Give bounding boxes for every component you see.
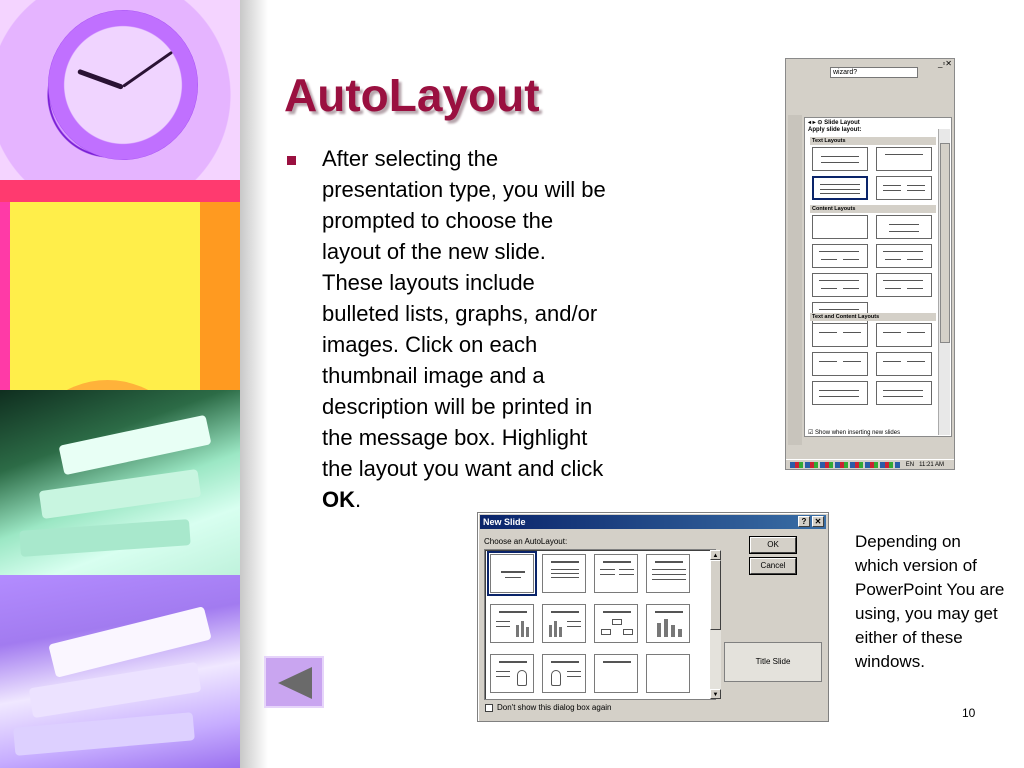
- new-slide-dialog: [477, 512, 829, 722]
- bulleted-list-thumbnail[interactable]: [542, 554, 586, 593]
- strip-shadow: [240, 0, 268, 768]
- text-layouts-grid: [812, 147, 934, 200]
- windows-taskbar: [786, 459, 954, 469]
- scrollbar-thumb[interactable]: [940, 143, 950, 343]
- ok-button[interactable]: OK: [750, 537, 796, 553]
- dont-show-again-label[interactable]: Don't show this dialog box again: [497, 703, 612, 712]
- title-slide-thumbnail[interactable]: [490, 554, 534, 593]
- task-pane-left-gutter: [788, 115, 802, 445]
- slide-layout-task-pane-screenshot: [785, 58, 955, 470]
- slide-title: AutoLayout: [284, 69, 540, 121]
- taskbar-clock: EN 11:21 AM: [905, 462, 944, 468]
- layout-thumb-selected[interactable]: [812, 176, 868, 200]
- layout-thumb[interactable]: [876, 381, 932, 405]
- window-controls-icon[interactable]: _▫✕: [938, 59, 952, 68]
- close-button[interactable]: ✕: [812, 516, 824, 527]
- task-pane-menubar: [786, 59, 954, 79]
- category-text-layouts: Text Layouts: [810, 137, 936, 145]
- category-text-and-content-layouts: Text and Content Layouts: [810, 313, 936, 321]
- layout-thumb[interactable]: [876, 215, 932, 239]
- purple-clock-photo: [0, 0, 240, 180]
- category-content-layouts: Content Layouts: [810, 205, 936, 213]
- layout-thumb[interactable]: [812, 147, 868, 171]
- table-thumbnail[interactable]: [646, 554, 690, 593]
- layout-thumb[interactable]: [812, 352, 868, 376]
- layout-thumb[interactable]: [876, 147, 932, 171]
- yellow-clock-photo: [0, 180, 240, 390]
- chart-and-text-thumbnail[interactable]: [542, 604, 586, 643]
- layout-description-box: Title Slide: [724, 642, 822, 682]
- task-pane-scrollbar[interactable]: [938, 129, 950, 435]
- scroll-up-arrow-icon[interactable]: ▲: [710, 550, 721, 560]
- tray-icons: [790, 462, 900, 468]
- bullet-square-icon: [287, 156, 296, 165]
- left-triangle-icon: [278, 667, 312, 699]
- purple-clock-face: [48, 10, 198, 160]
- dont-show-again-checkbox[interactable]: [485, 704, 493, 712]
- layout-thumb[interactable]: [876, 244, 932, 268]
- apply-layout-label: Apply slide layout:: [808, 127, 862, 133]
- dialog-titlebar: New Slide ? ✕: [480, 515, 826, 529]
- autolayout-thumbnails: [490, 554, 690, 693]
- title-only-thumbnail[interactable]: [594, 654, 638, 693]
- scrollbar-thumb[interactable]: [710, 560, 721, 630]
- two-column-text-thumbnail[interactable]: [594, 554, 638, 593]
- layout-thumb[interactable]: [876, 176, 932, 200]
- cancel-button[interactable]: Cancel: [750, 558, 796, 574]
- layout-thumb[interactable]: [876, 273, 932, 297]
- clip-art-and-text-thumbnail[interactable]: [542, 654, 586, 693]
- layout-thumb[interactable]: [812, 381, 868, 405]
- layout-thumb[interactable]: [812, 273, 868, 297]
- side-note-text: Depending on which version of PowerPoint You are using, you may get either of these windows.: [855, 532, 1005, 671]
- back-navigation-button[interactable]: [264, 656, 324, 708]
- organization-chart-thumbnail[interactable]: [594, 604, 638, 643]
- text-and-chart-thumbnail[interactable]: [490, 604, 534, 643]
- text-and-content-layouts-grid: [812, 323, 934, 405]
- ok-emphasis: OK: [322, 487, 355, 512]
- scroll-down-arrow-icon[interactable]: ▼: [710, 689, 721, 699]
- autolayout-list: [484, 549, 716, 700]
- help-question-box[interactable]: wizard?: [830, 67, 918, 78]
- layout-thumb[interactable]: [812, 244, 868, 268]
- slide-body-text: After selecting the presentation type, you will be prompted to choose the layout of the new slide. These layouts include bulleted lists, graphs, and/or images. Click on each thumbnail image and a description will be printed in the message box. Highlight the layout you want and click OK.: [322, 146, 606, 512]
- decorative-photo-strip: [0, 0, 240, 768]
- green-papers-photo: [0, 390, 240, 575]
- layout-thumb[interactable]: [812, 323, 868, 347]
- help-button[interactable]: ?: [798, 516, 810, 527]
- chart-thumbnail[interactable]: [646, 604, 690, 643]
- layout-thumb[interactable]: [812, 215, 868, 239]
- purple-papers-photo: [0, 575, 240, 768]
- choose-autolayout-label: Choose an AutoLayout:: [484, 537, 568, 546]
- layout-thumb[interactable]: [876, 323, 932, 347]
- page-number: 10: [962, 706, 976, 720]
- blank-thumbnail[interactable]: [646, 654, 690, 693]
- text-and-clip-art-thumbnail[interactable]: [490, 654, 534, 693]
- layout-thumb[interactable]: [876, 352, 932, 376]
- show-when-inserting-checkbox[interactable]: ☑ Show when inserting new slides: [808, 430, 901, 436]
- autolayout-scrollbar[interactable]: [710, 550, 721, 699]
- content-layouts-grid: [812, 215, 934, 326]
- task-pane-header: ◂ ▸ ⊙ Slide Layout: [808, 120, 860, 126]
